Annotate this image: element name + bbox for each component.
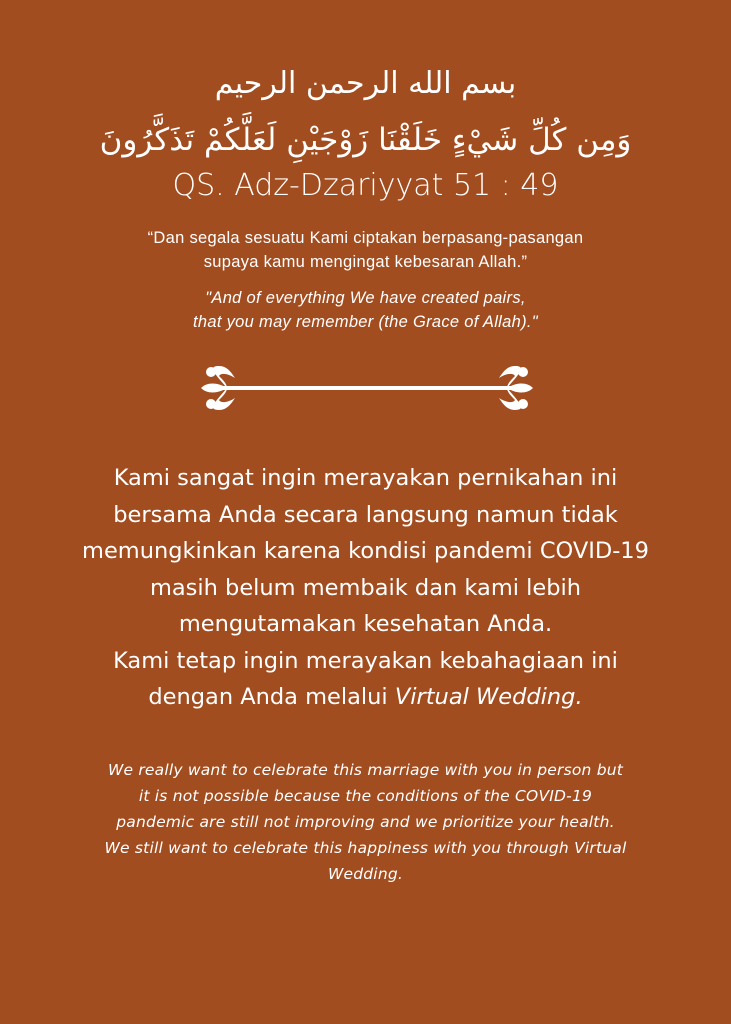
message-line: Kami sangat ingin merayakan pernikahan ini bbox=[113, 465, 618, 491]
message-line: memungkinkan karena kondisi pandemi COVID-19 bbox=[82, 538, 649, 564]
english-translation-line: "And of everything We have created pairs, bbox=[205, 289, 526, 307]
verse-reference: QS. Adz-Dzariyyat 51 : 49 bbox=[172, 168, 559, 203]
message-line-last bbox=[0, 679, 731, 716]
english-translation bbox=[0, 286, 731, 334]
english-message-line: pandemic are still not improving and we prioritize your health. bbox=[116, 813, 615, 831]
virtual-wedding-emphasis: Virtual Wedding. bbox=[394, 684, 583, 710]
english-message bbox=[0, 757, 731, 887]
english-message-line: We still want to celebrate this happiness with you through Virtual bbox=[104, 839, 627, 857]
bismillah: بسم الله الرحمن الرحيم bbox=[214, 66, 517, 101]
message-last-prefix: dengan Anda melalui bbox=[148, 684, 395, 710]
message-line: masih belum membaik dan kami lebih bbox=[149, 574, 582, 601]
english-message-line: We really want to celebrate this marriage with you in person but bbox=[107, 761, 624, 779]
scroll-divider-icon bbox=[197, 362, 537, 414]
indonesian-translation-line: “Dan segala sesuatu Kami ciptakan berpasang-pasangan bbox=[147, 229, 584, 247]
indonesian-translation bbox=[0, 226, 731, 274]
indonesian-message bbox=[0, 460, 731, 716]
message-line: Kami tetap ingin merayakan kebahagiaan ini bbox=[113, 647, 618, 674]
message-line: mengutamakan kesehatan Anda. bbox=[178, 611, 553, 637]
quran-verse: وَمِن كُلِّ شَيْءٍ خَلَقْنَا زَوْجَيْنِ لَعَلَّكُمْ تَذَكَّرُونَ bbox=[99, 122, 632, 158]
message-line: bersama Anda secara langsung namun tidak bbox=[113, 501, 618, 528]
english-message-line: it is not possible because the conditions of the COVID-19 bbox=[138, 787, 593, 805]
indonesian-translation-line: supaya kamu mengingat kebesaran Allah.” bbox=[203, 253, 528, 271]
english-message-line: Wedding. bbox=[327, 865, 404, 883]
english-translation-line: that you may remember (the Grace of Allah)." bbox=[193, 313, 538, 331]
